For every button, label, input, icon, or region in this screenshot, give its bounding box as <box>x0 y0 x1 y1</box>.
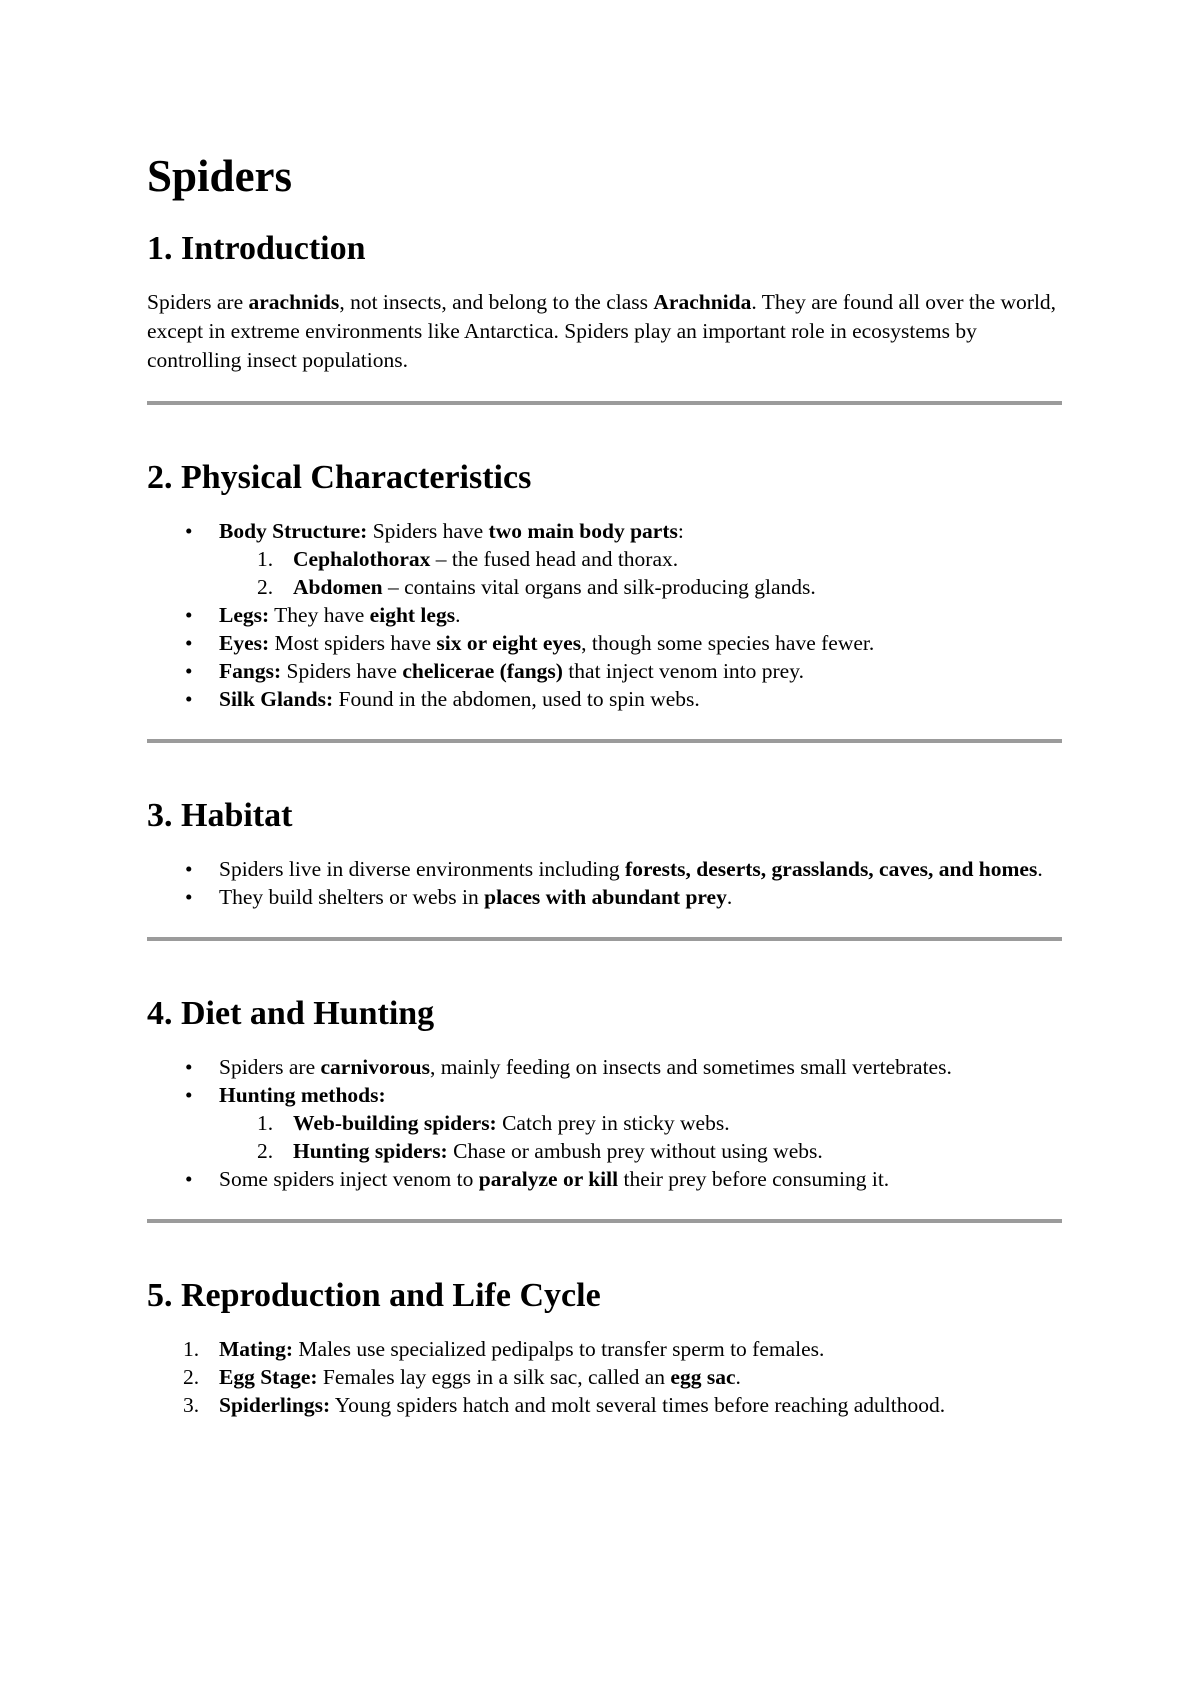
text-run: that inject venom into prey. <box>562 659 804 683</box>
bold-label: Silk Glands: <box>219 687 334 711</box>
section-heading-diet-and-hunting: 4. Diet and Hunting <box>147 995 435 1032</box>
text-run: , not insects, and belong to the class <box>339 290 654 314</box>
bold-label: Legs: <box>219 603 270 627</box>
text-run: . <box>726 885 733 909</box>
list-item <box>147 1053 1062 1081</box>
document-page <box>147 150 1062 1419</box>
text-run: their prey before consuming it. <box>618 1167 890 1191</box>
document-title: Spiders <box>147 151 293 201</box>
diet-hunting-list <box>147 1053 1062 1193</box>
bold-term: eight legs <box>369 603 456 627</box>
list-item-egg-stage <box>147 1363 1062 1391</box>
text-run: Spiders are <box>219 1055 321 1079</box>
list-item-hunting-methods <box>147 1081 1062 1165</box>
section-heading-habitat: 3. Habitat <box>147 797 293 834</box>
bold-label: Fangs: <box>219 659 282 683</box>
item-number: 3. <box>183 1393 200 1417</box>
bold-label: Mating: <box>219 1337 294 1361</box>
text-run: Most spiders have <box>269 631 437 655</box>
list-item-legs <box>147 601 1062 629</box>
sublist-item-abdomen <box>219 573 1062 601</box>
section-heading-physical-characteristics: 2. Physical Characteristics <box>147 459 532 496</box>
text-run: . <box>455 603 461 627</box>
bold-label: Eyes: <box>219 631 270 655</box>
text-run: Spiders are <box>147 290 249 314</box>
list-item-eyes <box>147 629 1062 657</box>
bold-term: Arachnida <box>653 290 752 314</box>
text-run: Spiders have <box>367 519 489 543</box>
item-number: 2. <box>257 1139 274 1163</box>
introduction-paragraph <box>147 288 1062 375</box>
text-run: Catch prey in sticky webs. <box>496 1111 730 1135</box>
bold-term: arachnids <box>248 290 340 314</box>
section-heading-introduction: 1. Introduction <box>147 230 366 267</box>
bold-term: chelicerae (fangs) <box>402 659 563 683</box>
text-run: They have <box>269 603 370 627</box>
section-divider <box>147 1219 1062 1223</box>
bold-term: places with abundant prey <box>484 885 727 909</box>
text-run: Chase or ambush prey without using webs. <box>447 1139 823 1163</box>
bold-label: Hunting methods: <box>219 1083 386 1107</box>
bold-term: six or eight eyes <box>436 631 582 655</box>
item-number: 1. <box>257 1111 274 1135</box>
text-run: Young spiders hatch and molt several times before reaching adulthood. <box>330 1393 946 1417</box>
list-item-silk-glands <box>147 685 1062 713</box>
reproduction-list <box>147 1335 1062 1419</box>
item-number: 1. <box>183 1337 200 1361</box>
bold-term: paralyze or kill <box>478 1167 619 1191</box>
section-divider <box>147 937 1062 941</box>
bold-term: two main body parts <box>488 519 678 543</box>
text-run: Males use specialized pedipalps to transfer sperm to females. <box>293 1337 825 1361</box>
text-run: – the fused head and thorax. <box>430 547 679 571</box>
bold-term: forests, deserts, grasslands, caves, and homes <box>625 857 1038 881</box>
bold-label: Body Structure: <box>219 519 368 543</box>
sublist-item-cephalothorax <box>219 545 1062 573</box>
bold-term: Abdomen <box>293 575 383 599</box>
text-run: Spiders have <box>281 659 403 683</box>
text-run: , though some species have fewer. <box>581 631 875 655</box>
list-item-fangs <box>147 657 1062 685</box>
list-item-spiderlings <box>147 1391 1062 1419</box>
text-run: – contains vital organs and silk-producing glands. <box>382 575 816 599</box>
text-run: Spiders live in diverse environments including <box>219 857 626 881</box>
bold-label: Web-building spiders: <box>293 1111 497 1135</box>
bold-term: carnivorous <box>320 1055 430 1079</box>
body-parts-sublist <box>219 545 1062 601</box>
sublist-item-hunting-spiders <box>219 1137 1062 1165</box>
list-item-body-structure <box>147 517 1062 601</box>
text-run: Found in the abdomen, used to spin webs. <box>333 687 700 711</box>
list-item <box>147 883 1062 911</box>
bold-term: Cephalothorax <box>293 547 431 571</box>
list-item-mating <box>147 1335 1062 1363</box>
text-run: They build shelters or webs in <box>219 885 485 909</box>
item-number: 2. <box>183 1365 200 1389</box>
text-run: Females lay eggs in a silk sac, called an <box>317 1365 671 1389</box>
physical-characteristics-list <box>147 517 1062 713</box>
sublist-item-web-building <box>219 1109 1062 1137</box>
text-run: , mainly feeding on insects and sometimes small vertebrates. <box>430 1055 952 1079</box>
list-item <box>147 855 1062 883</box>
text-run: . <box>1037 857 1043 881</box>
section-divider <box>147 401 1062 405</box>
bold-label: Egg Stage: <box>219 1365 318 1389</box>
text-run: . <box>735 1365 741 1389</box>
bold-term: egg sac <box>670 1365 736 1389</box>
item-number: 2. <box>257 575 274 599</box>
hunting-methods-sublist <box>219 1109 1062 1165</box>
text-run: Some spiders inject venom to <box>219 1167 479 1191</box>
text-run: : <box>677 519 684 543</box>
text-run: . They are found all over the world, except in extreme environments like Antarctica. Spiders play an important role in ecosystems by controlling insect populations. <box>147 290 1057 372</box>
list-item <box>147 1165 1062 1193</box>
section-divider <box>147 739 1062 743</box>
section-heading-reproduction: 5. Reproduction and Life Cycle <box>147 1277 601 1314</box>
habitat-list <box>147 855 1062 911</box>
bold-label: Spiderlings: <box>219 1393 331 1417</box>
item-number: 1. <box>257 547 274 571</box>
bold-label: Hunting spiders: <box>293 1139 448 1163</box>
